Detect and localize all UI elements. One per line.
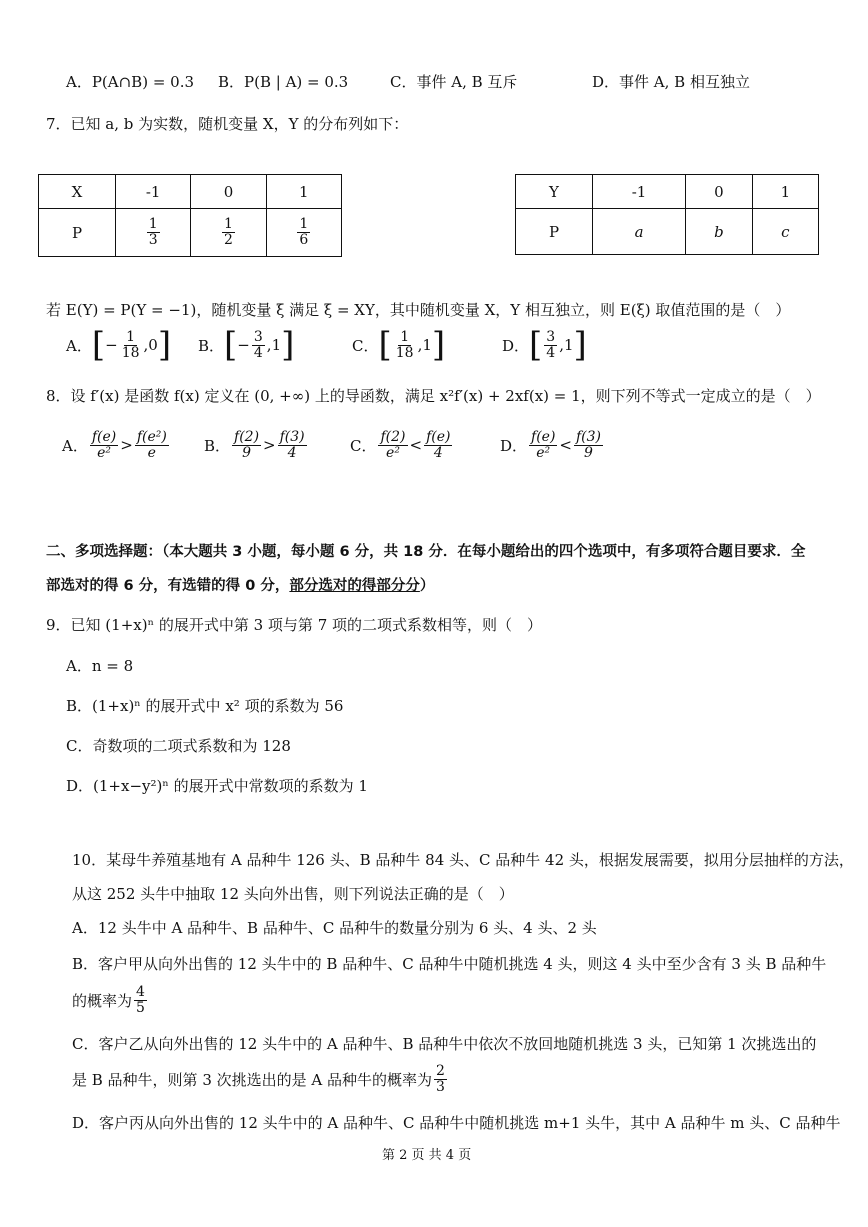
q6-option-a: A．P(A∩B) = 0.3: [66, 73, 195, 91]
table-y-header-cell: -1: [593, 175, 686, 209]
q10-stem-line1: 10．某母牛养殖基地有 A 品种牛 126 头、B 品种牛 84 头、C 品种牛 42 头，根据发展需要，拟用分层抽样的方法，: [72, 851, 854, 869]
table-x-header-cell: 1: [266, 175, 341, 209]
q10-option-b-line1: B．客户甲从向外出售的 12 头牛中的 B 品种牛、C 品种牛中随机挑选 4 头，则这 4 头中至少含有 3 头 B 品种牛: [72, 955, 827, 973]
partial-credit-note: 部分选对的得部分分: [289, 578, 420, 594]
section-2-heading-line2: 部选对的得 6 分，有选错的得 0 分，部分选对的得部分分）: [46, 578, 435, 594]
q10-option-a: A．12 头牛中 A 品种牛、B 品种牛、C 品种牛的数量分别为 6 头、4 头、2 头: [72, 919, 597, 937]
table-x-row-label: P: [39, 209, 116, 257]
table-y-header-label: Y: [516, 175, 593, 209]
q9-option-d: D．(1+x−y²)ⁿ 的展开式中常数项的系数为 1: [66, 777, 368, 795]
table-x-prob-cell: $\frac{1}{3}$: [116, 209, 191, 257]
q8-option-d: D． $\frac{f(e)}{\text{e²}}$ < $\frac{f(3)}{9}$: [500, 429, 602, 461]
q8-option-c: C． $\frac{f(2)}{\text{e²}}$ < $\frac{f(e)}{4}$: [350, 429, 451, 461]
q6-option-d: D．事件 A, B 相互独立: [592, 73, 750, 91]
q7-condition: 若 E(Y) = P(Y = −1)，随机变量 ξ 满足 ξ = XY，其中随机变量 X，Y 相互独立，则 E(ξ) 取值范围的是（ ）: [46, 301, 791, 319]
q8-option-a: A． $\frac{f(e)}{\text{e²}}$ > $\frac{\text{f(e²)}}{e}$: [62, 429, 167, 461]
q10-option-c-line1: C．客户乙从向外出售的 12 头牛中的 A 品种牛、B 品种牛中依次不放回地随机挑选 3 头，已知第 1 次挑选出的: [72, 1035, 817, 1053]
table-y-prob-cell: b: [686, 209, 753, 255]
distribution-table-x: [38, 174, 342, 257]
q6-option-c: C．事件 A, B 互斥: [390, 73, 518, 91]
table-y-header-cell: 1: [752, 175, 818, 209]
q10-option-d-line1: D．客户丙从向外出售的 12 头牛中的 A 品种牛、C 品种牛中随机挑选 m+1 头牛，其中 A 品种牛 m 头、C 品种牛: [72, 1114, 841, 1132]
q7-option-a: A． [ − $\frac{1}{18}$ , 0 ]: [66, 325, 172, 365]
q9-option-a: A．n = 8: [66, 657, 134, 675]
q7-option-b: B． [ − $\frac{3}{4}$ , 1 ]: [198, 325, 295, 365]
table-y-prob-cell: a: [593, 209, 686, 255]
q10-option-b-line2: 的概率为 $\frac{4}{5}$: [72, 984, 145, 1016]
table-x-header-cell: -1: [116, 175, 191, 209]
table-y-prob-cell: c: [752, 209, 818, 255]
q9-option-c: C．奇数项的二项式系数和为 128: [66, 737, 291, 755]
q8-option-b: B． $\frac{f(2)}{9}$ > $\frac{f(3)}{4}$: [204, 429, 305, 461]
table-x-prob-cell: $\frac{1}{2}$: [191, 209, 266, 257]
q7-option-d: D． [ $\frac{3}{4}$ , 1 ]: [502, 325, 587, 365]
table-x-header-label: X: [39, 175, 116, 209]
q6-option-b: B．P(B | A) = 0.3: [218, 73, 349, 91]
table-x-header-cell: 0: [191, 175, 266, 209]
q7-stem: 7．已知 a, b 为实数，随机变量 X，Y 的分布列如下：: [46, 115, 409, 133]
page-footer: 第 2 页 共 4 页: [382, 1148, 472, 1163]
table-y-row-label: P: [516, 209, 593, 255]
q8-stem: 8．设 f′(x) 是函数 f(x) 定义在 (0, +∞) 上的导函数，满足 x²f′(x) + 2xf(x) = 1，则下列不等式一定成立的是（ ）: [46, 387, 821, 405]
q7-option-c: C． [ $\frac{1}{18}$ , 1 ]: [352, 325, 446, 365]
q10-stem-line2: 从这 252 头牛中抽取 12 头向外出售，则下列说法正确的是（ ）: [72, 885, 514, 903]
distribution-table-y: [515, 174, 819, 255]
q9-option-b: B．(1+x)ⁿ 的展开式中 x² 项的系数为 56: [66, 697, 344, 715]
q10-option-c-line2: 是 B 品种牛，则第 3 次挑选出的是 A 品种牛的概率为 $\frac{2}{3}$: [72, 1063, 445, 1095]
section-2-heading: 二、多项选择题：（本大题共 3 小题，每小题 6 分，共 18 分．在每小题给出的四个选项中，有多项符合题目要求．全: [46, 544, 806, 560]
table-x-prob-cell: $\frac{1}{6}$: [266, 209, 341, 257]
table-y-header-cell: 0: [686, 175, 753, 209]
q9-stem: 9．已知 (1+x)ⁿ 的展开式中第 3 项与第 7 项的二项式系数相等，则（ ）: [46, 616, 543, 634]
